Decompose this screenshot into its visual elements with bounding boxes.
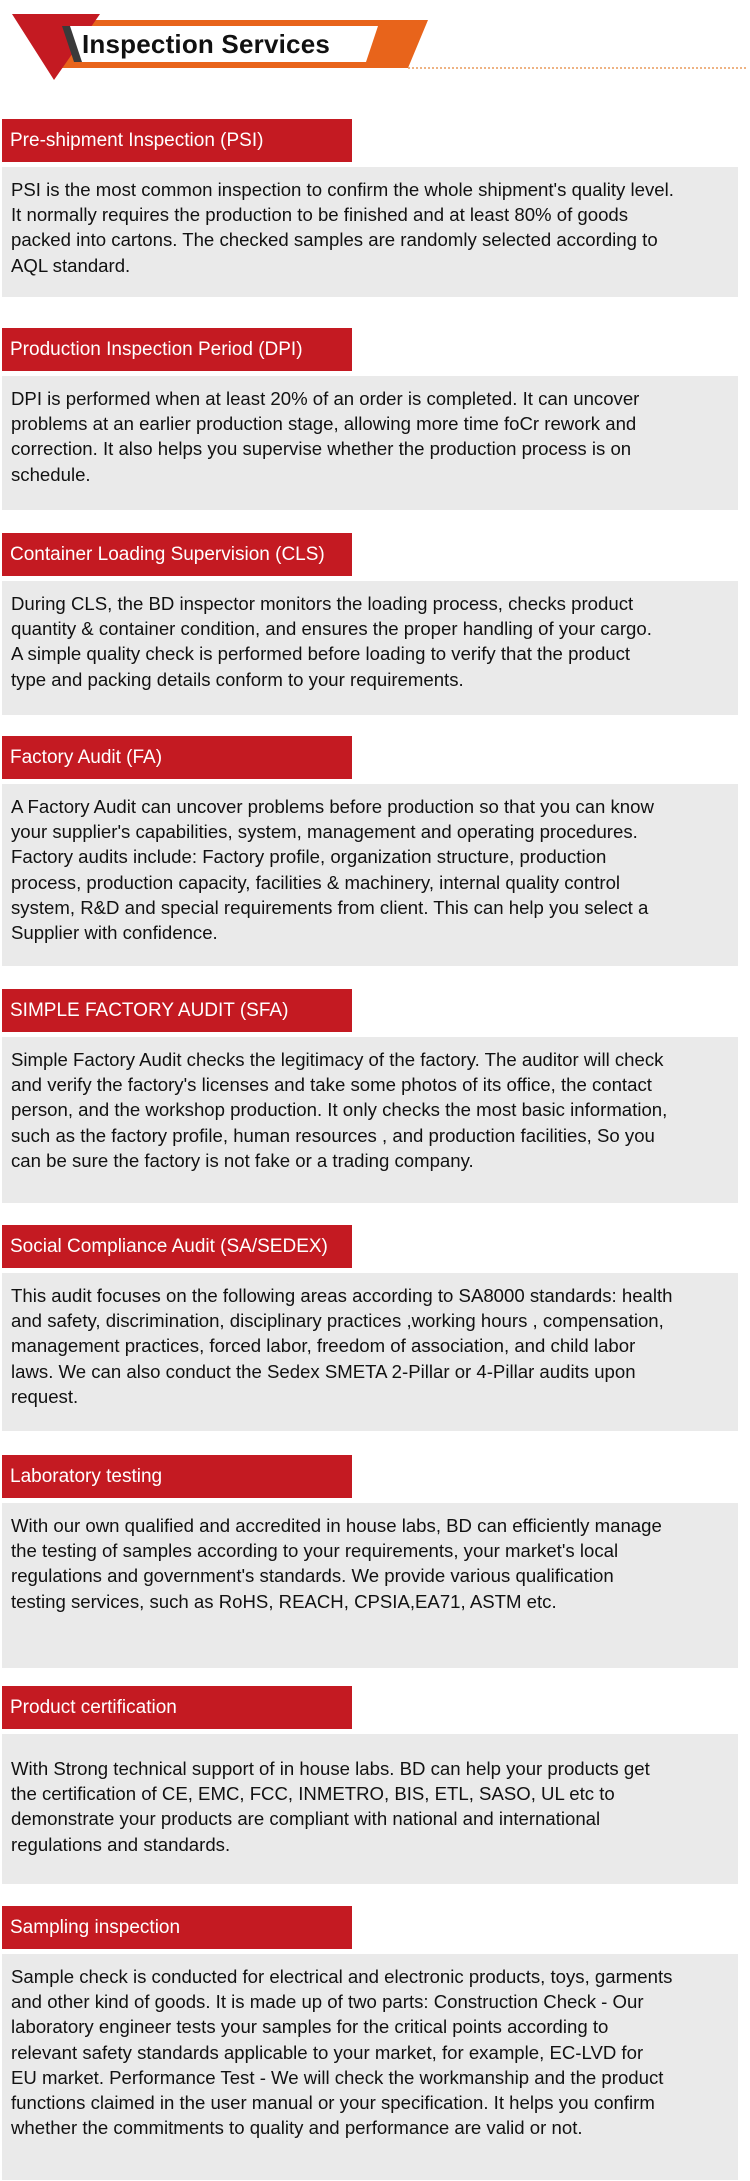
section-body: With our own qualified and accredited in house labs, BD can efficiently manage the testing of samples according to your requirements, your market's local regulations and government's standards. We provide various qualification testing services, such as RoHS, REACH, CPSIA,EA71, ASTM etc. [2,1503,738,1668]
section-body: During CLS, the BD inspector monitors the loading process, checks product quantity & container condition, and ensures the proper handling of your cargo. A simple quality check is performed before loading to verify that the product type and packing details conform to your requirements. [2,581,738,715]
section-body: DPI is performed when at least 20% of an order is completed. It can uncover problems at an earlier production stage, allowing more time foCr rework and correction. It also helps you supervise whether the production process is on schedule. [2,376,738,510]
header-banner [0,0,750,90]
section-body: With Strong technical support of in house labs. BD can help your products get the certification of CE, EMC, FCC, INMETRO, BIS, ETL, SASO, UL etc to demonstrate your products are compliant with national and international regulations and standards. [2,1734,738,1884]
section-title: Factory Audit (FA) [2,736,352,779]
section-title: Product certification [2,1686,352,1729]
section-body: PSI is the most common inspection to confirm the whole shipment's quality level. It normally requires the production to be finished and at least 80% of goods packed into cartons. The checked samples are randomly selected according to AQL standard. [2,167,738,297]
section-title: Laboratory testing [2,1455,352,1498]
section-title: Production Inspection Period (DPI) [2,328,352,371]
section-body: Simple Factory Audit checks the legitimacy of the factory. The auditor will check and verify the factory's licenses and take some photos of its office, the contact person, and the workshop production. It only checks the most basic information, such as the factory profile, human resources , and production facilities, So you can be sure the factory is not fake or a trading company. [2,1037,738,1203]
section-title: Social Compliance Audit (SA/SEDEX) [2,1225,352,1268]
section-title: Container Loading Supervision (CLS) [2,533,352,576]
section-title: Sampling inspection [2,1906,352,1949]
section-title: SIMPLE FACTORY AUDIT (SFA) [2,989,352,1032]
section-body: A Factory Audit can uncover problems before production so that you can know your supplier's capabilities, system, management and operating procedures. Factory audits include: Factory profile, organization structure, production process, production capacity, facilities & machinery, internal quality control system, R&D and special requirements from client. This can help you select a Supplier with confidence. [2,784,738,966]
section-body: Sample check is conducted for electrical and electronic products, toys, garments and other kind of goods. It is made up of two parts: Construction Check - Our laboratory engineer tests your samples for the critical points according to relevant safety standards applicable to your market, for example, EC-LVD for EU market. Performance Test - We will check the workmanship and the product functions claimed in the user manual or your specification. It helps you confirm whether the commitments to quality and performance are valid or not. [2,1954,738,2180]
section-title: Pre-shipment Inspection (PSI) [2,119,352,162]
section-body: This audit focuses on the following areas according to SA8000 standards: health and safety, discrimination, disciplinary practices ,working hours , compensation, management practices, forced labor, freedom of association, and child labor laws. We can also conduct the Sedex SMETA 2-Pillar or 4-Pillar audits upon request. [2,1273,738,1431]
page-title: Inspection Services [82,29,331,59]
